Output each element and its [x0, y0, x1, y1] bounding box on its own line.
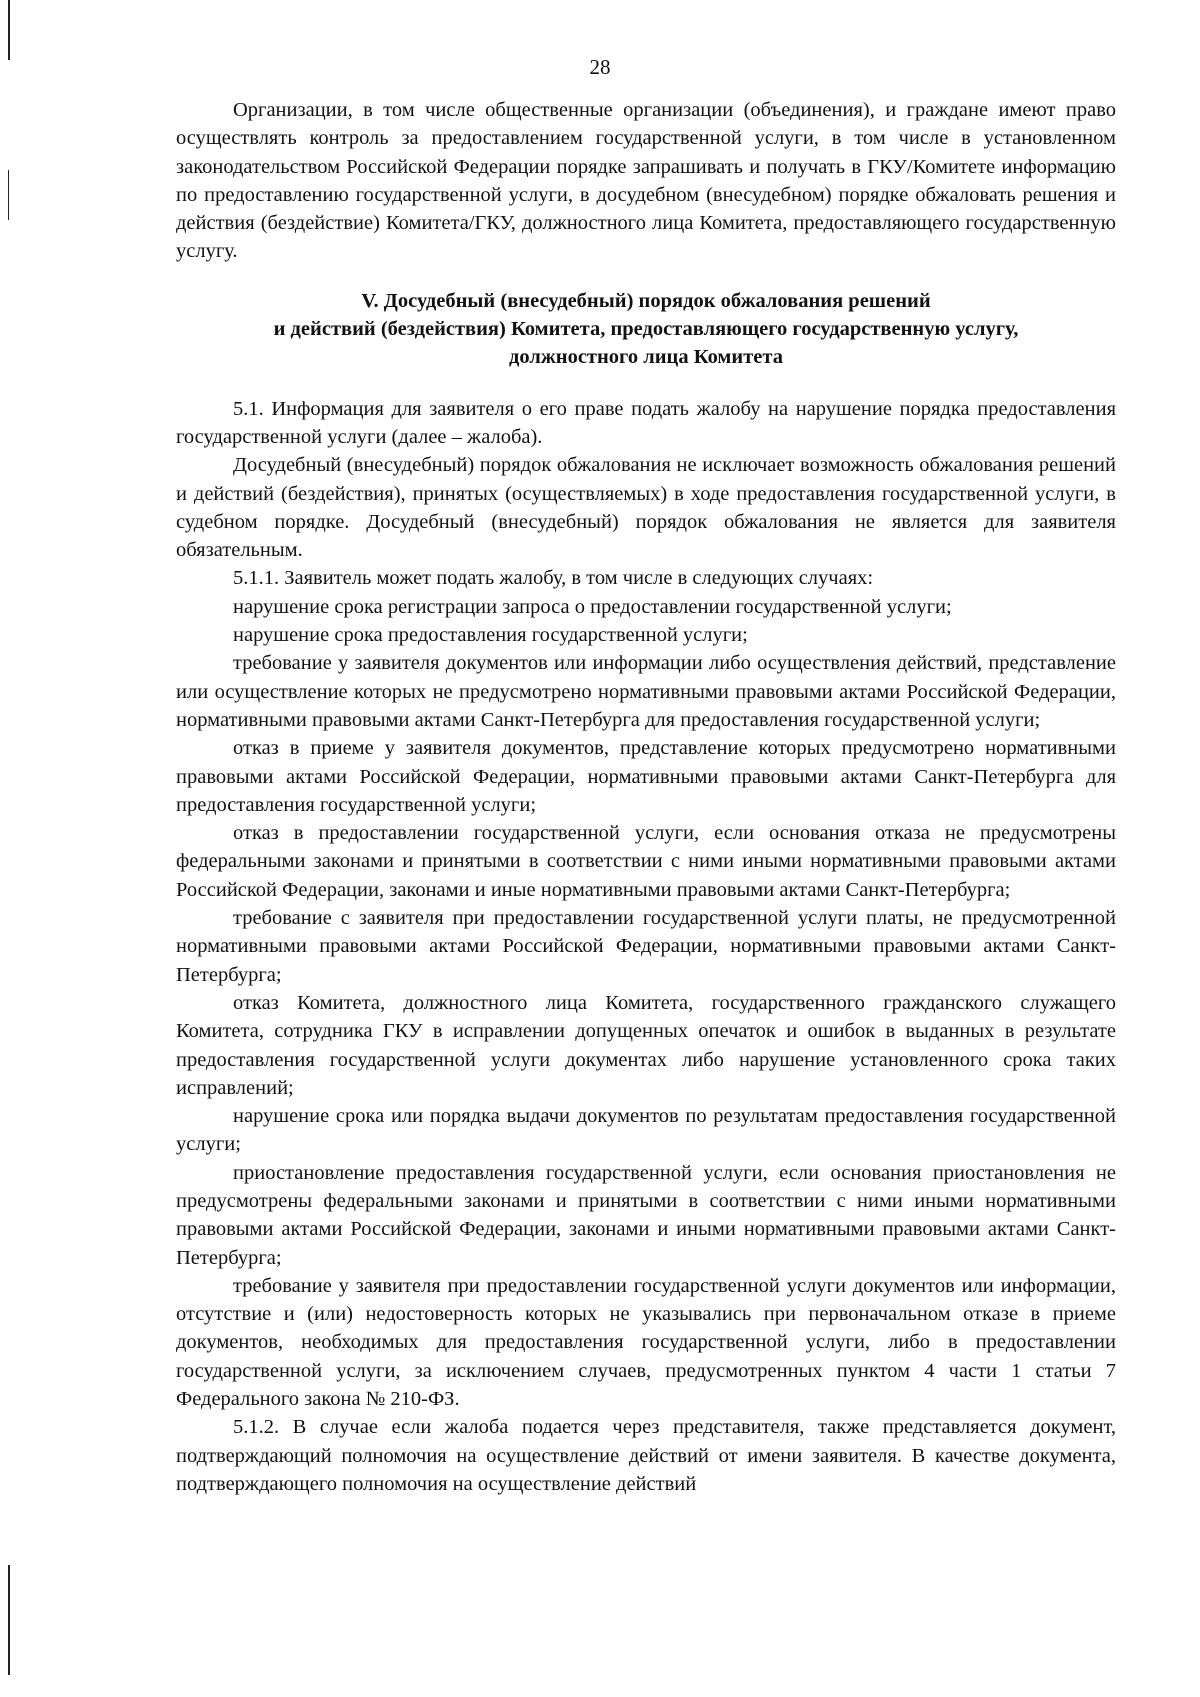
paragraph-5-1-2: 5.1.2. В случае если жалоба подается через представителя, также представляется документ, подтверждающий полномочия на осуществление действий от имени заявителя. В качестве документа, подтверждающего полномочия на осуществление действий: [176, 1416, 1116, 1495]
intro-paragraph: Организации, в том числе общественные организации (объединения), и граждане имеют право осуществлять контроль за предоставлением государственной услуги, в том числе в установленном законодательством Российской Федерации порядке запрашивать и получать в ГКУ/Комитете информацию по предоставлению государственной услуги, в досудебном (внесудебном) порядке обжаловать решения и действия (бездействие) Комитета/ГКУ, должностного лица Комитета, предоставляющего государственную услугу.: [176, 99, 1116, 263]
complaint-case-item: требование у заявителя при предоставлении государственной услуги документов или информации, отсутствие и (или) недостоверность которых не указывались при первоначальном отказе в приеме документов, необходимых для предоставления государственной услуги, либо в предоставлении государственной услуги, за исключением случаев, предусмотренных пунктом 4 части 1 статьи 7 Федерального закона № 210-ФЗ.: [176, 1274, 1116, 1411]
complaint-case-item: нарушение срока предоставления государственной услуги;: [233, 624, 748, 647]
section-heading-line: должностного лица Комитета: [509, 346, 783, 369]
paragraph-5-1-1: 5.1.1. Заявитель может подать жалобу, в том числе в следующих случаях:: [233, 567, 874, 590]
complaint-case-item: отказ в приеме у заявителя документов, представление которых предусмотрено нормативными правовыми актами Российской Федерации, нормативными правовыми актами Санкт-Петербурга для предоставления государственной услуги;: [176, 737, 1116, 816]
scan-edge-mark: [8, 170, 9, 220]
complaint-case-item: нарушение срока или порядка выдачи документов по результатам предоставления государственной услуги;: [176, 1105, 1116, 1156]
section-heading-line: V. Досудебный (внесудебный) порядок обжалования решений: [361, 289, 931, 312]
scan-edge-mark: [8, 1565, 10, 1675]
complaint-case-item: требование у заявителя документов или информации либо осуществления действий, представление или осуществление которых не предусмотрено нормативными правовыми актами Российской Федерации, нормативными правовыми актами Санкт-Петербурга для предоставления государственной услуги;: [176, 652, 1116, 731]
complaint-case-item: приостановление предоставления государственной услуги, если основания приостановления не предусмотрены федеральными законами и принятыми в соответствии с ними иными нормативными правовыми актами Российской Федерации, законами и иными нормативными правовыми актами Санкт-Петербурга;: [176, 1161, 1116, 1269]
complaint-case-item: отказ в предоставлении государственной услуги, если основания отказа не предусмотрены федеральными законами и принятыми в соответствии с ними иными нормативными правовыми актами Российской Федерации, законами и иные нормативными правовыми актами Санкт-Петербурга;: [176, 822, 1116, 901]
document-body: [176, 96, 1116, 1498]
section-heading: [176, 287, 1116, 372]
page-number: 28: [589, 55, 611, 79]
paragraph-5-1: 5.1. Информация для заявителя о его праве подать жалобу на нарушение порядка предоставления государственной услуги (далее – жалоба).: [176, 397, 1116, 448]
complaint-case-item: нарушение срока регистрации запроса о предоставлении государственной услуги;: [233, 595, 952, 618]
scan-edge-mark: [8, 0, 10, 60]
section-heading-line: и действий (бездействия) Комитета, предоставляющего государственную услугу,: [273, 318, 1019, 341]
complaint-case-item: требование с заявителя при предоставлении государственной услуги платы, не предусмотренной нормативными правовыми актами Российской Федерации, нормативными правовыми актами Санкт-Петербурга;: [176, 907, 1116, 986]
complaint-case-item: отказ Комитета, должностного лица Комитета, государственного гражданского служащего Комитета, сотрудника ГКУ в исправлении допущенных опечаток и ошибок в выданных в результате предоставления государственной услуги документах либо нарушение установленного срока таких исправлений;: [176, 991, 1116, 1099]
paragraph-pretrial-procedure: Досудебный (внесудебный) порядок обжалования не исключает возможность обжалования решений и действий (бездействия), принятых (осуществляемых) в ходе предоставления государственной услуги, в судебном порядке. Досудебный (внесудебный) порядок обжалования не является для заявителя обязательным.: [176, 454, 1116, 562]
